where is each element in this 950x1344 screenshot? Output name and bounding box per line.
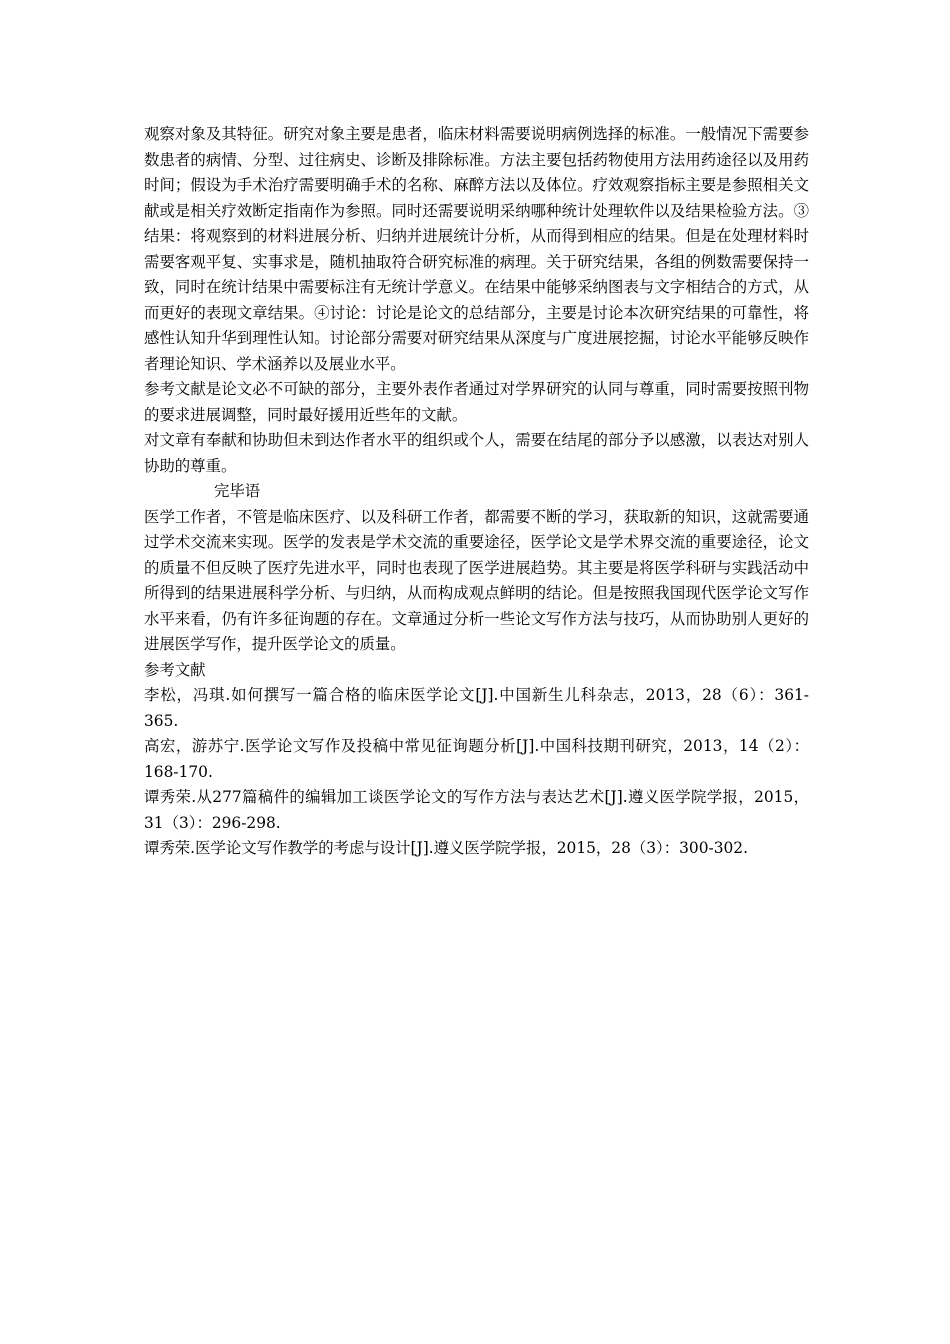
body-paragraph-references-note: 参考文献是论文必不可缺的部分，主要外表作者通过对学界研究的认同与尊重，同时需要按照刊物的要求进展调整，同时最好援用近些年的文献。: [144, 380, 809, 424]
reference-item: 李松，冯琪.如何撰写一篇合格的临床医学论文[J].中国新生儿科杂志，2013，28（6）：361-365.: [144, 686, 809, 730]
references-heading: 参考文献: [144, 660, 206, 679]
reference-item: 高宏，游苏宁.医学论文写作及投稿中常见征询题分析[J].中国科技期刊研究，2013，14（2）：168-170.: [144, 737, 809, 781]
conclusion-heading: 完毕语: [214, 482, 261, 500]
body-paragraph-conclusion: 医学工作者，不管是临床医疗、以及科研工作者，都需要不断的学习，获取新的知识，这就需要通过学术交流来实现。医学的发表是学术交流的重要途径，医学论文是学术界交流的重要途径，论文的质量不但反映了医疗先进水平，同时也表现了医学进展趋势。其主要是将医学科研与实践活动中所得到的结果进展科学分析、与归纳，从而构成观点鲜明的结论。但是按照我国现代医学论文写作水平来看，仍有许多征询题的存在。文章通过分析一些论文写作方法与技巧，从而协助别人更好的进展医学写作，提升医学论文的质量。: [144, 507, 809, 653]
document-page: [144, 122, 809, 862]
body-paragraph-acknowledgement: 对文章有奉献和协助但未到达作者水平的组织或个人，需要在结尾的部分予以感激，以表达对别人协助的尊重。: [144, 431, 809, 475]
reference-item: 谭秀荣.医学论文写作教学的考虑与设计[J].遵义医学院学报，2015，28（3）：300-302.: [144, 839, 748, 857]
body-paragraph-methods-results-discussion: 观察对象及其特征。研究对象主要是患者，临床材料需要说明病例选择的标准。一般情况下需要参数患者的病情、分型、过往病史、诊断及排除标准。方法主要包括药物使用方法用药途径以及用药时间；假设为手术治疗需要明确手术的名称、麻醉方法以及体位。疗效观察指标主要是参照相关文献或是相关疗效断定指南作为参照。同时还需要说明采纳哪种统计处理软件以及结果检验方法。③结果：将观察到的材料进展分析、归纳并进展统计分析，从而得到相应的结果。但是在处理材料时需要客观平复、实事求是，随机抽取符合研究标准的病理。关于研究结果，各组的例数需要保持一致，同时在统计结果中需要标注有无统计学意义。在结果中能够采纳图表与文字相结合的方式，从而更好的表现文章结果。④讨论：讨论是论文的总结部分，主要是讨论本次研究结果的可靠性，将感性认知升华到理性认知。讨论部分需要对研究结果从深度与广度进展挖掘，讨论水平能够反映作者理论知识、学术涵养以及展业水平。: [144, 125, 809, 373]
reference-item: 谭秀荣.从277篇稿件的编辑加工谈医学论文的写作方法与表达艺术[J].遵义医学院学报，2015，31（3）：296-298.: [144, 788, 809, 832]
